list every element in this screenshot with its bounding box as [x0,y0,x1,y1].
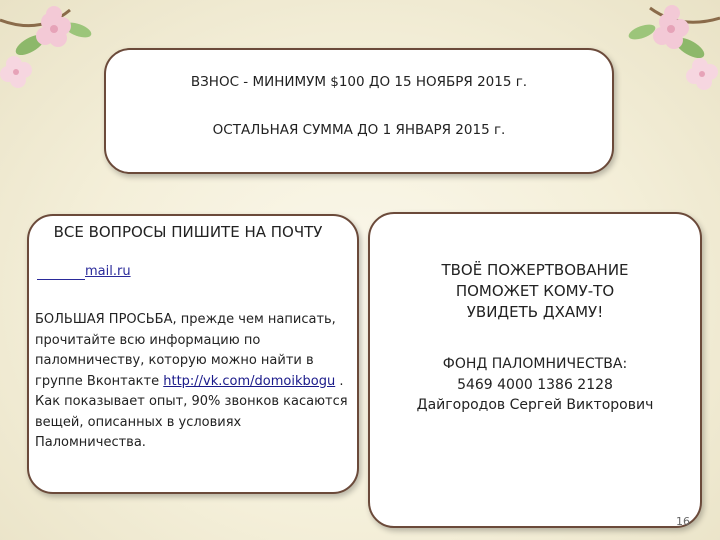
mail-domain[interactable]: mail.ru [85,264,131,279]
mail-blank [37,264,85,280]
blossom-icon [0,0,120,90]
request-paragraph [35,310,351,454]
donation-heading-line: ТВОЁ ПОЖЕРТВОВАНИЕ [441,261,629,279]
fund-label: ФОНД ПАЛОМНИЧЕСТВА: [442,356,628,372]
fund-holder-name: Дайгородов Сергей Викторович [416,397,654,413]
donation-box [368,212,702,528]
donation-heading-line: УВИДЕТЬ ДХАМУ! [466,303,604,321]
mail-address[interactable] [37,264,131,280]
questions-box [27,214,359,494]
fund-card-number: 5469 4000 1386 2128 [457,376,613,393]
page-number: 16 [676,515,690,528]
deposit-deadline: ВЗНОС - МИНИМУМ $100 ДО 15 НОЯБРЯ 2015 г. [190,74,528,90]
balance-deadline: ОСТАЛЬНАЯ СУММА ДО 1 ЯНВАРЯ 2015 г. [212,122,506,138]
deadline-box [104,48,614,174]
request-text-end: . Как показывает опыт, 90% звонков касаются вещей, описанных в условиях Паломничества. [35,373,348,450]
vk-group-link[interactable]: http://vk.com/domoikbogu [163,373,336,389]
questions-heading: ВСЕ ВОПРОСЫ ПИШИТЕ НА ПОЧТУ [53,223,323,241]
blossom-icon [600,0,720,90]
request-text: БОЛЬШАЯ ПРОСЬБА, прежде чем написать, прочитайте всю информацию по паломничеству, которую можно найти в группе Вконтакте [35,312,336,389]
donation-heading [390,260,680,323]
fund-details [380,354,690,416]
donation-heading-line: ПОМОЖЕТ КОМУ-ТО [455,282,615,300]
